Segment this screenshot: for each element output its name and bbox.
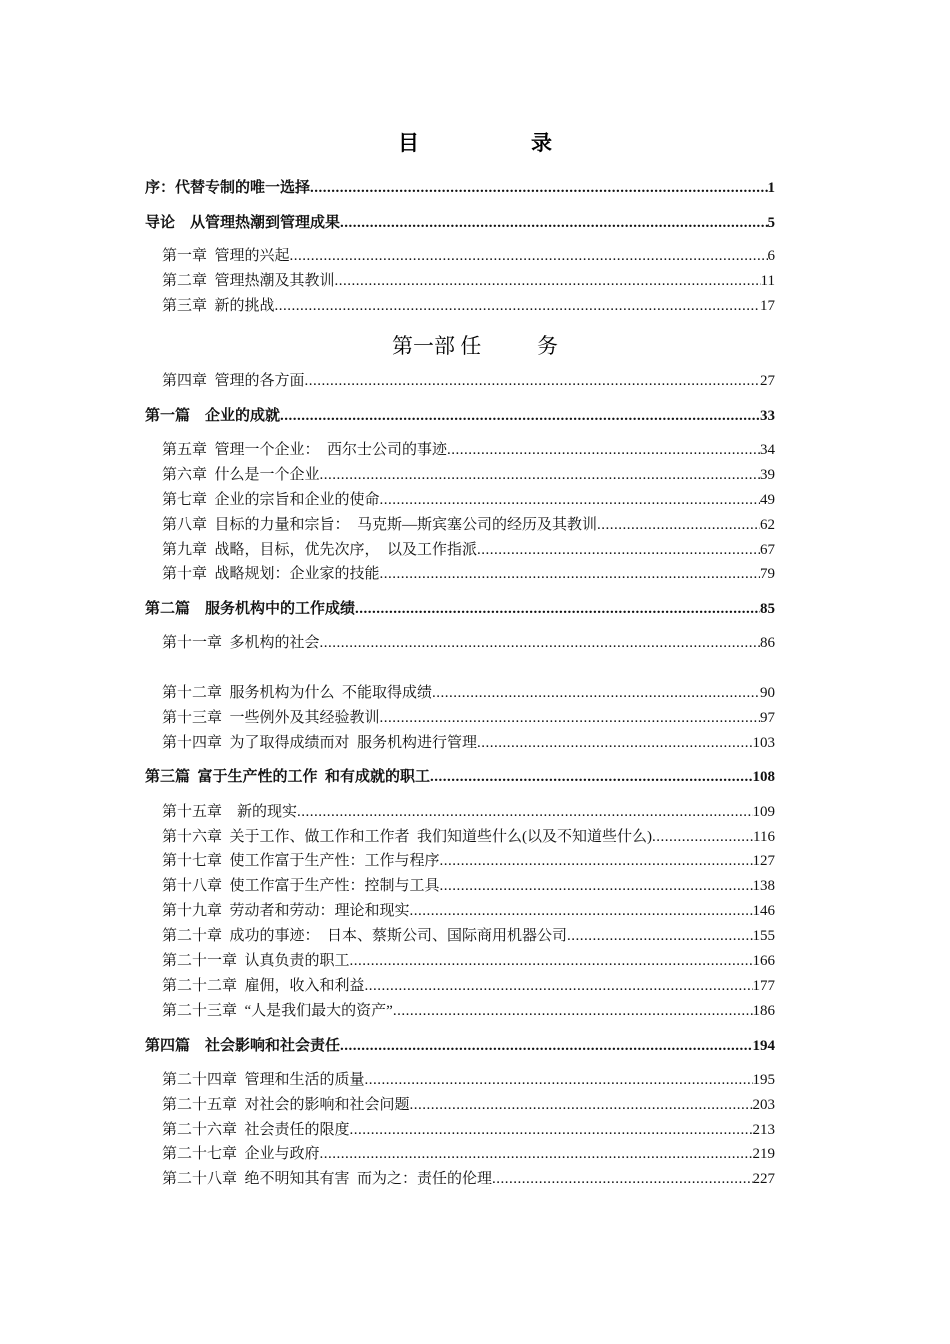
toc-entry-page: 11 <box>760 273 775 289</box>
leader-dots <box>297 800 752 824</box>
toc-entry-chapter[interactable] <box>162 874 775 898</box>
toc-entry-preface[interactable] <box>145 176 775 200</box>
leader-dots <box>477 538 760 562</box>
toc-entry-page: 85 <box>760 601 775 617</box>
toc-entry-page: 108 <box>752 769 775 785</box>
toc-entry-chapter[interactable] <box>162 538 775 562</box>
toc-entry-chapter[interactable] <box>162 1068 775 1092</box>
toc-entry-label: 第十五章 新的现实 <box>162 804 298 820</box>
toc-entry-page: 219 <box>752 1146 775 1162</box>
toc-entry-page: 1 <box>767 180 775 196</box>
toc-entry-chapter[interactable] <box>162 1167 775 1191</box>
toc-entry-section[interactable] <box>145 1034 775 1058</box>
leader-dots <box>365 974 753 998</box>
leader-dots <box>380 706 760 730</box>
leader-dots <box>567 924 752 948</box>
toc-entry-section[interactable] <box>145 404 775 428</box>
toc-entry-label: 第十一章 多机构的社会 <box>162 635 320 651</box>
toc-entry-chapter[interactable] <box>162 1142 775 1166</box>
toc-entry-chapter[interactable] <box>162 731 775 755</box>
toc-entry-label: 第二章 管理热潮及其教训 <box>162 273 335 289</box>
leader-dots <box>340 1034 752 1058</box>
toc-entry-chapter[interactable] <box>162 463 775 487</box>
toc-entry-page: 109 <box>752 804 775 820</box>
toc-entry-label: 第六章 什么是一个企业 <box>162 467 320 483</box>
toc-entry-label: 序：代替专制的唯一选择 <box>145 180 311 196</box>
leader-dots <box>597 513 760 537</box>
toc-heading <box>0 127 950 157</box>
toc-entry-label: 第三章 新的挑战 <box>162 298 275 314</box>
toc-entry-page: 5 <box>767 215 775 231</box>
toc-entry-page: 166 <box>752 953 775 969</box>
toc-entry-page: 39 <box>760 467 775 483</box>
toc-entry-page: 203 <box>752 1097 775 1113</box>
toc-entry-label: 第十九章 劳动者和劳动：理论和现实 <box>162 903 410 919</box>
toc-entry-page: 177 <box>752 978 775 994</box>
toc-entry-chapter[interactable] <box>162 488 775 512</box>
toc-entry-chapter[interactable] <box>162 949 775 973</box>
toc-entry-label: 第二十三章 “人是我们最大的资产” <box>162 1003 393 1019</box>
leader-dots <box>652 825 753 849</box>
leader-dots <box>290 244 768 268</box>
leader-dots <box>430 765 752 789</box>
toc-entry-label: 第二十四章 管理和生活的质量 <box>162 1072 365 1088</box>
leader-dots <box>365 1068 753 1092</box>
toc-entry-chapter[interactable] <box>162 924 775 948</box>
toc-entry-label: 第五章 管理一个企业： 西尔士公司的事迹 <box>162 442 448 458</box>
toc-entry-chapter[interactable] <box>162 562 775 586</box>
toc-entry-chapter[interactable] <box>162 899 775 923</box>
toc-entry-page: 49 <box>760 492 775 508</box>
leader-dots <box>440 874 753 898</box>
toc-entry-page: 155 <box>752 928 775 944</box>
toc-entry-label: 第十七章 使工作富于生产性：工作与程序 <box>162 853 440 869</box>
toc-entry-page: 62 <box>760 517 775 533</box>
toc-entry-page: 186 <box>752 1003 775 1019</box>
toc-entry-page: 27 <box>760 373 775 389</box>
toc-entry-section[interactable] <box>145 597 775 621</box>
toc-entry-chapter[interactable] <box>162 1118 775 1142</box>
toc-heading-char-1: 目 <box>398 132 419 155</box>
leader-dots <box>310 176 767 200</box>
leader-dots <box>410 1093 753 1117</box>
leader-dots <box>355 597 760 621</box>
toc-entry-label: 第七章 企业的宗旨和企业的使命 <box>162 492 380 508</box>
toc-entry-page: 86 <box>760 635 775 651</box>
toc-entry-page: 90 <box>760 685 775 701</box>
toc-entry-chapter[interactable] <box>162 631 775 655</box>
toc-entry-page: 17 <box>760 298 775 314</box>
toc-entry-label: 第八章 目标的力量和宗旨： 马克斯—斯宾塞公司的经历及其教训 <box>162 517 598 533</box>
toc-entry-label: 第十章 战略规划：企业家的技能 <box>162 566 380 582</box>
toc-entry-page: 116 <box>753 829 775 845</box>
toc-entry-chapter[interactable] <box>162 513 775 537</box>
toc-entry-chapter[interactable] <box>162 269 775 293</box>
toc-entry-label: 第三篇 富于生产性的工作 和有成就的职工 <box>145 769 431 785</box>
toc-entry-label: 第二十六章 社会责任的限度 <box>162 1122 350 1138</box>
leader-dots <box>410 899 753 923</box>
toc-entry-label: 第二十一章 认真负责的职工 <box>162 953 350 969</box>
part-heading-text-2: 务 <box>537 334 558 358</box>
toc-entry-chapter[interactable] <box>162 244 775 268</box>
toc-entry-section[interactable] <box>145 765 775 789</box>
toc-entry-label: 第十二章 服务机构为什么 不能取得成绩 <box>162 685 433 701</box>
leader-dots <box>320 463 760 487</box>
toc-entry-page: 6 <box>767 248 775 264</box>
leader-dots <box>320 1142 753 1166</box>
toc-entry-page: 33 <box>760 408 775 424</box>
toc-entry-chapter[interactable] <box>162 800 775 824</box>
toc-entry-page: 67 <box>760 542 775 558</box>
toc-entry-label: 第十四章 为了取得成绩而对 服务机构进行管理 <box>162 735 478 751</box>
toc-entry-page: 195 <box>752 1072 775 1088</box>
leader-dots <box>477 731 752 755</box>
toc-entry-page: 138 <box>752 878 775 894</box>
toc-entry-chapter[interactable] <box>162 974 775 998</box>
toc-entry-label: 第十六章 关于工作、做工作和工作者 我们知道些什么(以及不知道些什么) <box>162 829 652 845</box>
toc-entry-label: 第二篇 服务机构中的工作成绩 <box>145 601 356 617</box>
toc-entry-label: 第二十七章 企业与政府 <box>162 1146 320 1162</box>
toc-entry-page: 227 <box>752 1171 775 1187</box>
leader-dots <box>440 849 753 873</box>
toc-entry-label: 导论 从管理热潮到管理成果 <box>145 215 341 231</box>
toc-entry-chapter[interactable] <box>162 438 775 462</box>
toc-entry-page: 103 <box>752 735 775 751</box>
toc-entry-label: 第十三章 一些例外及其经验教训 <box>162 710 380 726</box>
toc-entry-page: 146 <box>752 903 775 919</box>
leader-dots <box>350 949 753 973</box>
toc-entry-label: 第二十五章 对社会的影响和社会问题 <box>162 1097 410 1113</box>
part-heading <box>0 330 950 360</box>
toc-entry-chapter[interactable] <box>162 706 775 730</box>
leader-dots <box>335 269 761 293</box>
toc-entry-chapter[interactable] <box>162 825 775 849</box>
part-heading-text-1: 第一部 任 <box>392 334 482 358</box>
leader-dots <box>340 211 767 235</box>
leader-dots <box>380 562 760 586</box>
leader-dots <box>380 488 760 512</box>
toc-entry-chapter[interactable] <box>162 294 775 318</box>
leader-dots <box>275 294 760 318</box>
leader-dots <box>280 404 760 428</box>
toc-entry-label: 第二十八章 绝不明知其有害 而为之：责任的伦理 <box>162 1171 493 1187</box>
leader-dots <box>447 438 760 462</box>
leader-dots <box>350 1118 753 1142</box>
leader-dots <box>432 681 760 705</box>
toc-entry-label: 第九章 战略，目标，优先次序， 以及工作指派 <box>162 542 478 558</box>
leader-dots <box>320 631 760 655</box>
toc-entry-chapter[interactable] <box>162 369 775 393</box>
toc-entry-page: 97 <box>760 710 775 726</box>
leader-dots <box>393 999 753 1023</box>
leader-dots <box>305 369 760 393</box>
toc-entry-label: 第四篇 社会影响和社会责任 <box>145 1038 341 1054</box>
toc-entry-chapter[interactable] <box>162 681 775 705</box>
toc-entry-label: 第一章 管理的兴起 <box>162 248 290 264</box>
toc-entry-label: 第十八章 使工作富于生产性：控制与工具 <box>162 878 440 894</box>
toc-entry-page: 213 <box>752 1122 775 1138</box>
toc-entry-introduction[interactable] <box>145 211 775 235</box>
toc-entry-label: 第四章 管理的各方面 <box>162 373 305 389</box>
toc-heading-char-2: 录 <box>531 132 552 155</box>
toc-entry-page: 194 <box>752 1038 775 1054</box>
toc-entry-chapter[interactable] <box>162 999 775 1023</box>
toc-entry-page: 127 <box>752 853 775 869</box>
toc-entry-label: 第二十二章 雇佣，收入和利益 <box>162 978 365 994</box>
toc-entry-chapter[interactable] <box>162 1093 775 1117</box>
toc-entry-page: 34 <box>760 442 775 458</box>
leader-dots <box>492 1167 752 1191</box>
toc-entry-chapter[interactable] <box>162 849 775 873</box>
toc-entry-label: 第一篇 企业的成就 <box>145 408 281 424</box>
toc-entry-label: 第二十章 成功的事迹： 日本、蔡斯公司、国际商用机器公司 <box>162 928 568 944</box>
toc-entry-page: 79 <box>760 566 775 582</box>
